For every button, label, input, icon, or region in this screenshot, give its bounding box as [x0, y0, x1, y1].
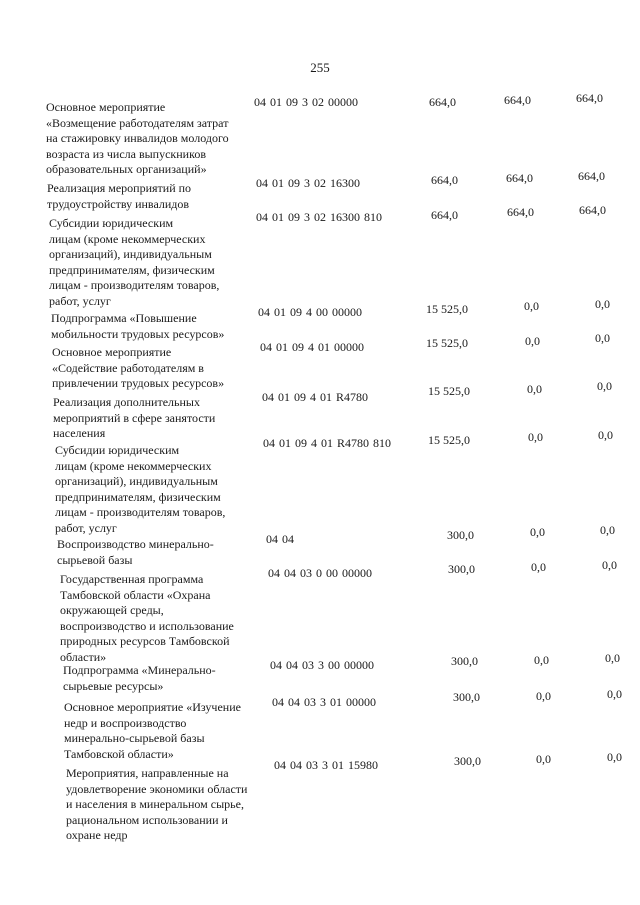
value-col-3: 0,0: [600, 523, 615, 537]
value-col-3: 664,0: [576, 91, 603, 105]
value-col-2: 0,0: [536, 752, 551, 766]
value-col-3: 0,0: [605, 651, 620, 665]
row-name: Субсидии юридическим лицам (кроме некоммерческих организаций), индивидуальным предпринимателям, физическим лицам - производителям товаров, работ, услуг: [55, 443, 226, 535]
value-col-2: 0,0: [530, 525, 545, 539]
row-name: Основное мероприятие «Содействие работодателям в привлечении трудовых ресурсов»: [52, 345, 225, 391]
row-code: 04 04 03 3 01 15980: [274, 758, 378, 772]
table-row: [0, 297, 640, 341]
row-name: Воспроизводство минерально- сырьевой базы: [57, 537, 214, 567]
row-code: 04 01 09 4 01 00000: [260, 340, 364, 354]
value-col-2: 664,0: [506, 171, 533, 185]
row-code: 04 04: [266, 532, 294, 546]
value-col-1: 300,0: [451, 654, 478, 668]
row-code: 04 04 03 3 01 00000: [272, 695, 376, 709]
value-col-1: 300,0: [447, 528, 474, 542]
value-col-2: 0,0: [524, 299, 539, 313]
row-name: Подпрограмма «Повышение мобильности трудовых ресурсов»: [51, 311, 225, 341]
value-col-2: 664,0: [507, 205, 534, 219]
row-name: Подпрограмма «Минерально- сырьевые ресурсы»: [63, 663, 216, 693]
row-code: 04 01 09 4 01 R4780: [262, 390, 369, 404]
value-col-3: 0,0: [597, 379, 612, 393]
table-row: [0, 91, 640, 177]
table-row: [0, 651, 640, 693]
row-code: 04 04 03 3 00 00000: [270, 658, 374, 672]
table-row: [0, 331, 640, 391]
value-col-3: 0,0: [602, 558, 617, 572]
row-code: 04 01 09 3 02 16300: [256, 176, 360, 190]
page-number: 255: [310, 60, 330, 75]
row-name: Мероприятия, направленные на удовлетворение экономики области и населения в минеральном сырье, рациональном использовании и охране недр: [66, 766, 248, 843]
row-code: 04 01 09 3 02 00000: [254, 95, 358, 109]
value-col-2: 0,0: [528, 430, 543, 444]
row-name: Субсидии юридическим лицам (кроме некоммерческих организаций), индивидуальным предпринимателям, физическим лицам - производителям товаров, работ, услуг: [49, 216, 220, 308]
value-col-1: 15 525,0: [426, 302, 468, 316]
row-code: 04 01 09 3 02 16300 810: [256, 210, 382, 224]
row-code: 04 04 03 0 00 00000: [268, 566, 372, 580]
value-col-2: 0,0: [527, 382, 542, 396]
value-col-2: 0,0: [525, 334, 540, 348]
value-col-2: 0,0: [534, 653, 549, 667]
value-col-1: 664,0: [431, 208, 458, 222]
value-col-2: 0,0: [536, 689, 551, 703]
table-row: [0, 750, 640, 843]
value-col-3: 0,0: [595, 297, 610, 311]
value-col-3: 0,0: [598, 428, 613, 442]
table-row: [0, 558, 640, 664]
table-row: [0, 687, 640, 761]
value-col-2: 0,0: [531, 560, 546, 574]
value-col-3: 0,0: [595, 331, 610, 345]
value-col-3: 664,0: [579, 203, 606, 217]
value-col-1: 15 525,0: [428, 384, 470, 398]
row-code: 04 01 09 4 01 R4780 810: [263, 436, 392, 450]
value-col-3: 664,0: [578, 169, 605, 183]
row-name: Реализация мероприятий по трудоустройству инвалидов: [47, 181, 192, 211]
value-col-1: 300,0: [454, 754, 481, 768]
row-name: Основное мероприятие «Возмещение работодателям затрат на стажировку инвалидов молодого возраста из числа выпускников образовательных организаций»: [46, 100, 229, 177]
value-col-1: 664,0: [429, 95, 456, 109]
value-col-1: 300,0: [453, 690, 480, 704]
row-name: Государственная программа Тамбовской области «Охрана окружающей среды, воспроизводство и использование природных ресурсов Тамбовской области»: [60, 572, 234, 664]
table-row: [0, 379, 640, 441]
value-col-2: 664,0: [504, 93, 531, 107]
table-row: [0, 203, 640, 308]
value-col-1: 300,0: [448, 562, 475, 576]
value-col-3: 0,0: [607, 750, 622, 764]
value-col-1: 15 525,0: [428, 433, 470, 447]
row-name: Реализация дополнительных мероприятий в сфере занятости населения: [53, 395, 216, 441]
row-code: 04 01 09 4 00 00000: [258, 305, 362, 319]
value-col-1: 15 525,0: [426, 336, 468, 350]
table-row: [0, 523, 640, 567]
value-col-1: 664,0: [431, 173, 458, 187]
row-name: Основное мероприятие «Изучение недр и воспроизводство минерально-сырьевой базы Тамбовской области»: [64, 700, 241, 761]
table-row: [0, 169, 640, 211]
value-col-3: 0,0: [607, 687, 622, 701]
